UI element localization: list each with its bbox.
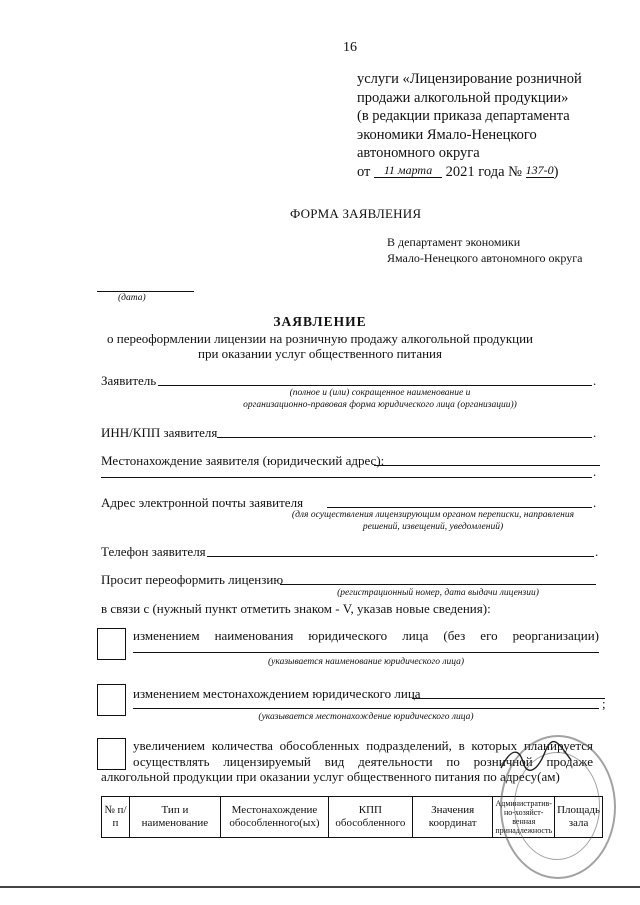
location-field-line2[interactable] — [101, 469, 592, 478]
caption-line: (для осуществления лицензирующим органом переписки, направления — [291, 510, 575, 520]
page-edge-rule — [0, 886, 640, 888]
signature-mark — [497, 738, 577, 778]
header-line: автономного округа — [357, 145, 480, 161]
inn-field[interactable] — [217, 423, 592, 438]
header-block — [357, 70, 617, 181]
table-header: № п/п — [102, 797, 130, 838]
option-location-change-field[interactable] — [412, 684, 605, 699]
option-name-change-text: изменением наименования юридического лица (без его реорганизации) — [133, 628, 599, 643]
option-text-line: осуществлять лицензируемый вид деятельности по розничной продаже — [133, 754, 593, 769]
semicolon: ; — [602, 696, 606, 711]
phone-field[interactable] — [207, 542, 594, 557]
header-line: продажи алкогольной продукции» — [357, 89, 569, 106]
phone-label: Телефон заявителя — [101, 544, 206, 559]
email-caption — [268, 509, 598, 533]
email-field[interactable] — [327, 493, 592, 508]
table-header: Площадь зала — [555, 797, 603, 838]
option-location-change-text: изменением местонахождением юридического лица — [133, 686, 421, 701]
table-header: Значения координат — [412, 797, 492, 838]
header-date-line: от 11 марта 2021 года № 137-0) — [357, 162, 559, 180]
table-header: Административно-хозяйственная принадлежность — [493, 797, 555, 838]
caption-line: организационно-правовая форма юридического лица (организации)) — [243, 400, 517, 410]
period: . — [593, 464, 597, 479]
table-header: КПП обособленного — [328, 797, 412, 838]
header-line: экономики Ямало-Ненецкого — [357, 126, 537, 143]
period: . — [595, 544, 599, 559]
from-label: от — [357, 163, 371, 180]
period: . — [593, 373, 597, 388]
page-number: 16 — [343, 40, 357, 55]
caption-line: решений, извещений, уведомлений) — [362, 522, 504, 532]
header-line: услуги «Лицензирование розничной — [357, 71, 582, 87]
handwritten-date: 11 марта — [374, 163, 442, 178]
table-header: Местонахождение обособленного(ых) — [221, 797, 329, 838]
applicant-caption — [160, 387, 600, 411]
addressee-line: В департамент экономики — [387, 235, 521, 249]
email-label: Адрес электронной почты заявителя — [101, 495, 304, 510]
applicant-field[interactable] — [158, 371, 592, 386]
caption-line: (полное и (или) сокращенное наименование и — [289, 388, 471, 398]
addressee — [387, 234, 582, 266]
addressee-line: Ямало-Ненецкого автономного округа — [387, 251, 583, 265]
date-line[interactable] — [97, 291, 194, 292]
option-name-change-caption: (указывается наименование юридического лица) — [268, 657, 464, 667]
header-line: (в редакции приказа департамента — [357, 108, 570, 124]
option-location-change-field-line2[interactable] — [133, 703, 599, 709]
location-label: Местонахождение заявителя (юридический адрес): — [101, 453, 385, 468]
option-name-change-field[interactable] — [133, 647, 599, 653]
period: . — [593, 495, 597, 510]
date-caption: (дата) — [118, 293, 146, 303]
option-location-change-caption: (указывается местонахождение юридического лица) — [258, 712, 474, 722]
inn-label: ИНН/КПП заявителя — [101, 425, 218, 440]
option-subdivisions-checkbox[interactable] — [97, 738, 126, 770]
document-title: ЗАЯВЛЕНИЕ — [273, 314, 367, 329]
reason-intro: в связи с (нужный пункт отметить знаком - V, указав новые сведения): — [101, 601, 491, 616]
option-text-line: увеличением количества обособленных подразделений, в которых планируется — [133, 738, 593, 753]
option-name-change-checkbox[interactable] — [97, 628, 126, 660]
subtitle-line: при оказании услуг общественного питания — [197, 346, 442, 361]
period: . — [593, 425, 597, 440]
handwritten-number: 137-0 — [525, 162, 554, 177]
table-header: Тип и наименование — [129, 797, 220, 838]
request-caption: (регистрационный номер, дата выдачи лицензии) — [337, 588, 539, 598]
subtitle-line: о переоформлении лицензии на розничную продажу алкогольной продукции — [106, 331, 534, 346]
document-subtitle — [0, 331, 640, 361]
form-title: ФОРМА ЗАЯВЛЕНИЯ — [290, 206, 422, 221]
option-location-change-checkbox[interactable] — [97, 684, 126, 716]
applicant-label: Заявитель — [101, 373, 157, 388]
option-text-line: алкогольной продукции при оказании услуг общественного питания по адресу(ам) — [101, 769, 560, 784]
year-text: 2021 года № — [445, 163, 522, 180]
location-field[interactable] — [374, 451, 600, 466]
license-field[interactable] — [280, 570, 596, 585]
request-label: Просит переоформить лицензию — [101, 572, 284, 587]
